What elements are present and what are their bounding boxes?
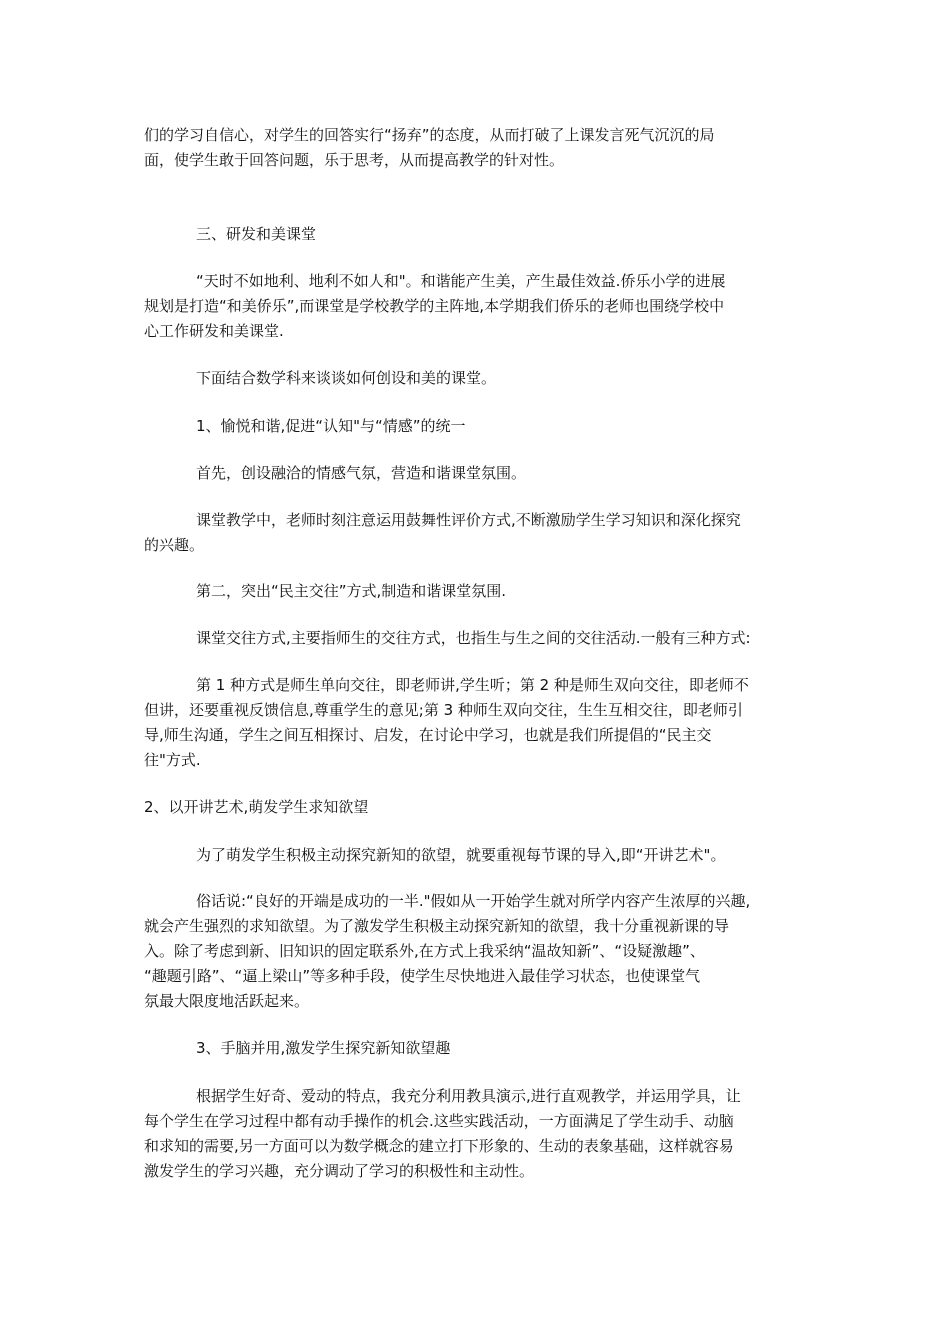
- text-line: 为了萌发学生积极主动探究新知的欲望，就要重视每节课的导入,即“开讲艺术"。: [196, 846, 726, 864]
- text-line: 根据学生好奇、爱动的特点，我充分利用教具演示,进行直观教学，并运用学具，让: [196, 1087, 741, 1105]
- paragraph: [144, 843, 816, 868]
- text-line: “天时不如地利、地利不如人和"。和谐能产生美，产生最佳效益.侨乐小学的进展: [196, 272, 726, 290]
- text-line: 面，使学生敢于回答问题，乐于思考，从而提高教学的针对性。: [144, 151, 565, 169]
- text-line: 激发学生的学习兴趣，充分调动了学习的积极性和主动性。: [144, 1162, 535, 1180]
- text-line: 第二，突出“民主交往”方式,制造和谐课堂氛围.: [196, 582, 507, 600]
- text-line: 就会产生强烈的求知欲望。为了激发学生积极主动探究新知的欲望，我十分重视新课的导: [144, 917, 730, 935]
- text-line: 俗话说:“良好的开端是成功的一半."假如从一开始学生就对所学内容产生浓厚的兴趣,: [196, 892, 751, 910]
- text-line: 心工作研发和美课堂.: [144, 322, 284, 340]
- paragraph: [144, 626, 816, 651]
- paragraph: [144, 508, 816, 558]
- heading-text: 三、研发和美课堂: [196, 225, 317, 243]
- paragraph: [144, 673, 816, 773]
- subheading-text: 3、手脑并用,激发学生探究新知欲望趣: [196, 1039, 451, 1057]
- paragraph: [144, 269, 816, 344]
- text-line: 首先，创设融洽的情感气氛，营造和谐课堂氛围。: [196, 464, 527, 482]
- text-line: 们的学习自信心，对学生的回答实行“扬弃”的态度，从而打破了上课发言死气沉沉的局: [144, 126, 715, 144]
- subheading-text: 1、愉悦和谐,促进“认知"与“情感”的统一: [196, 417, 466, 435]
- text-line: 下面结合数学科来谈谈如何创设和美的课堂。: [196, 369, 497, 387]
- text-line: 课堂教学中，老师时刻注意运用鼓舞性评价方式,不断激励学生学习知识和深化探究: [196, 511, 741, 529]
- text-line: 课堂交往方式,主要指师生的交往方式，也指生与生之间的交往活动.一般有三种方式:: [196, 629, 751, 647]
- paragraph: [144, 579, 816, 604]
- subheading-1: [144, 414, 816, 439]
- text-line: 但讲，还要重视反馈信息,尊重学生的意见;第 3 种师生双向交往，生生互相交往，即老师引: [144, 701, 743, 719]
- text-line: 往"方式.: [144, 751, 201, 769]
- subheading-2: [144, 795, 816, 820]
- paragraph: [144, 889, 816, 1014]
- text-line: “趣题引路”、“逼上梁山”等多种手段，使学生尽快地进入最佳学习状态，也使课堂气: [144, 967, 701, 985]
- subheading-3: [144, 1036, 816, 1061]
- subheading-text: 2、以开讲艺术,萌发学生求知欲望: [144, 798, 369, 816]
- text-line: 每个学生在学习过程中都有动手操作的机会.这些实践活动，一方面满足了学生动手、动脑: [144, 1112, 734, 1130]
- text-line: 规划是打造“和美侨乐”,而课堂是学校教学的主阵地,本学期我们侨乐的老师也围绕学校中: [144, 297, 725, 315]
- paragraph: [144, 461, 816, 486]
- section-heading-3: [144, 222, 816, 247]
- paragraph: [144, 366, 816, 391]
- text-line: 的兴趣。: [144, 536, 205, 554]
- text-line: 导,师生沟通，学生之间互相探讨、启发，在讨论中学习，也就是我们所提倡的“民主交: [144, 726, 712, 744]
- paragraph-continuation: [144, 123, 816, 173]
- text-line: 入。除了考虑到新、旧知识的固定联系外,在方式上我采纳“温故知新”、“设疑激趣”、: [144, 942, 705, 960]
- text-line: 氛最大限度地活跃起来。: [144, 992, 310, 1010]
- text-line: 和求知的需要,另一方面可以为数学概念的建立打下形象的、生动的表象基础，这样就容易: [144, 1137, 734, 1155]
- paragraph: [144, 1084, 816, 1184]
- text-line: 第 1 种方式是师生单向交往，即老师讲,学生听；第 2 种是师生双向交往，即老师不: [196, 676, 749, 694]
